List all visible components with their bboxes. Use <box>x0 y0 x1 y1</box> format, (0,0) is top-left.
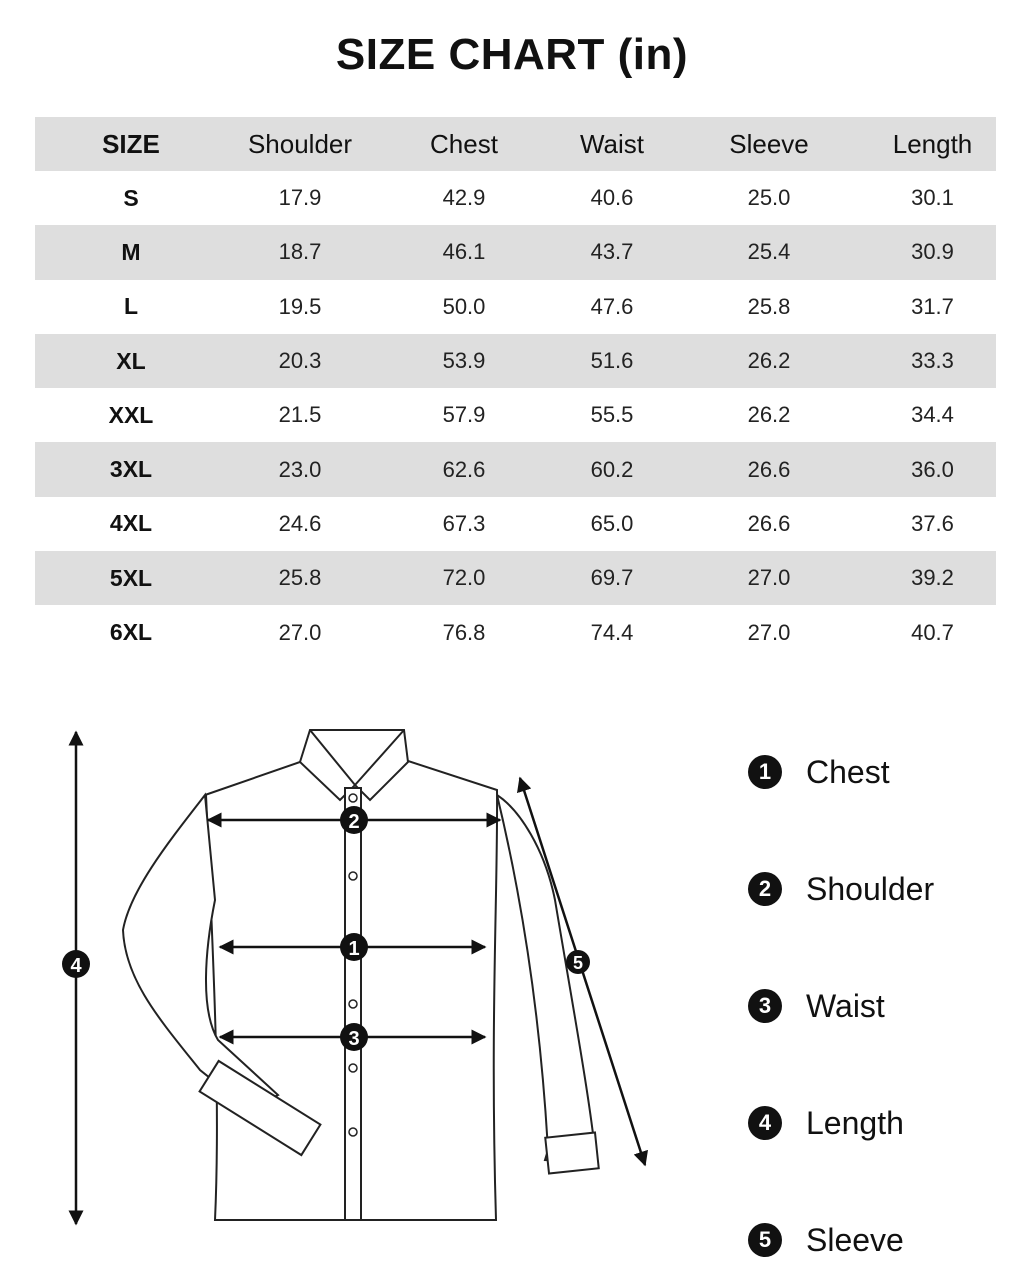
header-chest: Chest <box>430 128 498 159</box>
cell-shoulder: 18.7 <box>278 239 322 265</box>
legend-label: Sleeve <box>806 1221 904 1258</box>
legend-item-shoulder <box>748 867 934 911</box>
table-body <box>35 171 996 660</box>
cell-chest: 72.0 <box>442 565 486 591</box>
cell-size: 3XL <box>109 456 153 483</box>
cell-size: XXL <box>108 401 154 428</box>
cell-sleeve: 26.2 <box>747 348 791 374</box>
marker-chest <box>340 933 368 961</box>
legend-badge: 4 <box>748 1106 782 1140</box>
header-size: SIZE <box>102 128 160 159</box>
cell-shoulder: 21.5 <box>278 402 322 428</box>
cell-chest: 46.1 <box>442 239 486 265</box>
cell-size: 5XL <box>109 564 153 591</box>
cell-chest: 53.9 <box>442 348 486 374</box>
cell-waist: 43.7 <box>590 239 634 265</box>
table-row <box>35 334 996 388</box>
legend-badge: 2 <box>748 872 782 906</box>
cell-length: 33.3 <box>911 348 954 374</box>
table-header <box>35 117 996 171</box>
cell-length: 30.9 <box>911 239 954 265</box>
header-shoulder: Shoulder <box>247 128 353 159</box>
legend-label: Length <box>806 1104 904 1141</box>
cell-size: 6XL <box>109 619 153 646</box>
legend-item-waist <box>748 984 885 1028</box>
table-row <box>35 551 996 605</box>
svg-text:1: 1 <box>348 938 360 960</box>
cell-shoulder: 27.0 <box>278 619 322 645</box>
cell-waist: 47.6 <box>590 293 634 319</box>
legend-item-sleeve <box>748 1218 904 1262</box>
cell-waist: 40.6 <box>590 185 634 211</box>
cell-chest: 50.0 <box>442 293 486 319</box>
cell-waist: 65.0 <box>590 510 634 536</box>
legend-badge: 3 <box>748 989 782 1023</box>
cell-chest: 57.9 <box>442 402 486 428</box>
cell-sleeve: 25.8 <box>747 293 791 319</box>
cell-waist: 69.7 <box>590 565 634 591</box>
cell-size: L <box>123 293 139 320</box>
cell-waist: 55.5 <box>590 402 634 428</box>
marker-waist <box>340 1023 368 1051</box>
table-row <box>35 225 996 279</box>
legend-label: Shoulder <box>806 870 935 907</box>
cell-length: 37.6 <box>911 510 954 536</box>
svg-text:4: 4 <box>70 955 82 977</box>
cell-shoulder: 19.5 <box>278 293 322 319</box>
legend-label: Chest <box>806 753 890 790</box>
cell-length: 34.4 <box>911 402 954 428</box>
legend-badge: 1 <box>748 755 782 789</box>
marker-sleeve <box>566 950 590 974</box>
cell-length: 40.7 <box>911 619 954 645</box>
cell-sleeve: 26.6 <box>747 510 791 536</box>
cell-chest: 67.3 <box>442 510 486 536</box>
svg-text:3: 3 <box>348 1028 360 1050</box>
marker-shoulder <box>340 806 368 834</box>
cell-waist: 60.2 <box>590 456 634 482</box>
cell-shoulder: 25.8 <box>278 565 322 591</box>
shirt-diagram <box>0 690 720 1280</box>
cell-waist: 74.4 <box>590 619 634 645</box>
header-length: Length <box>892 128 973 159</box>
cell-shoulder: 23.0 <box>278 456 322 482</box>
legend-badge: 5 <box>748 1223 782 1257</box>
cell-sleeve: 25.0 <box>747 185 791 211</box>
cell-size: M <box>121 238 141 265</box>
legend-item-chest <box>748 750 890 794</box>
header-sleeve: Sleeve <box>729 128 809 159</box>
page-title: SIZE CHART (in) <box>335 30 689 79</box>
table-row <box>35 442 996 496</box>
cell-shoulder: 17.9 <box>278 185 322 211</box>
table-row <box>35 280 996 334</box>
table-row <box>35 388 996 442</box>
legend-label: Waist <box>806 987 885 1024</box>
cell-sleeve: 26.2 <box>747 402 791 428</box>
cell-length: 31.7 <box>911 293 954 319</box>
cell-sleeve: 27.0 <box>747 565 791 591</box>
svg-text:2: 2 <box>348 811 360 833</box>
header-waist: Waist <box>579 128 645 159</box>
cell-sleeve: 26.6 <box>747 456 791 482</box>
cell-chest: 76.8 <box>442 619 486 645</box>
cell-chest: 42.9 <box>442 185 486 211</box>
cell-sleeve: 27.0 <box>747 619 791 645</box>
cell-size: S <box>123 184 139 211</box>
cell-length: 30.1 <box>911 185 954 211</box>
table-row <box>35 605 996 659</box>
cell-chest: 62.6 <box>442 456 486 482</box>
svg-text:5: 5 <box>572 953 584 973</box>
table-row <box>35 497 996 551</box>
cell-length: 39.2 <box>911 565 954 591</box>
table-row <box>35 171 996 225</box>
cell-size: XL <box>116 347 146 374</box>
cell-shoulder: 20.3 <box>278 348 322 374</box>
cell-length: 36.0 <box>911 456 954 482</box>
cell-sleeve: 25.4 <box>747 239 791 265</box>
cell-shoulder: 24.6 <box>278 510 322 536</box>
cell-size: 4XL <box>109 510 153 537</box>
size-table <box>35 117 996 660</box>
legend-item-length <box>748 1101 904 1145</box>
marker-length <box>62 950 90 978</box>
cell-waist: 51.6 <box>590 348 634 374</box>
